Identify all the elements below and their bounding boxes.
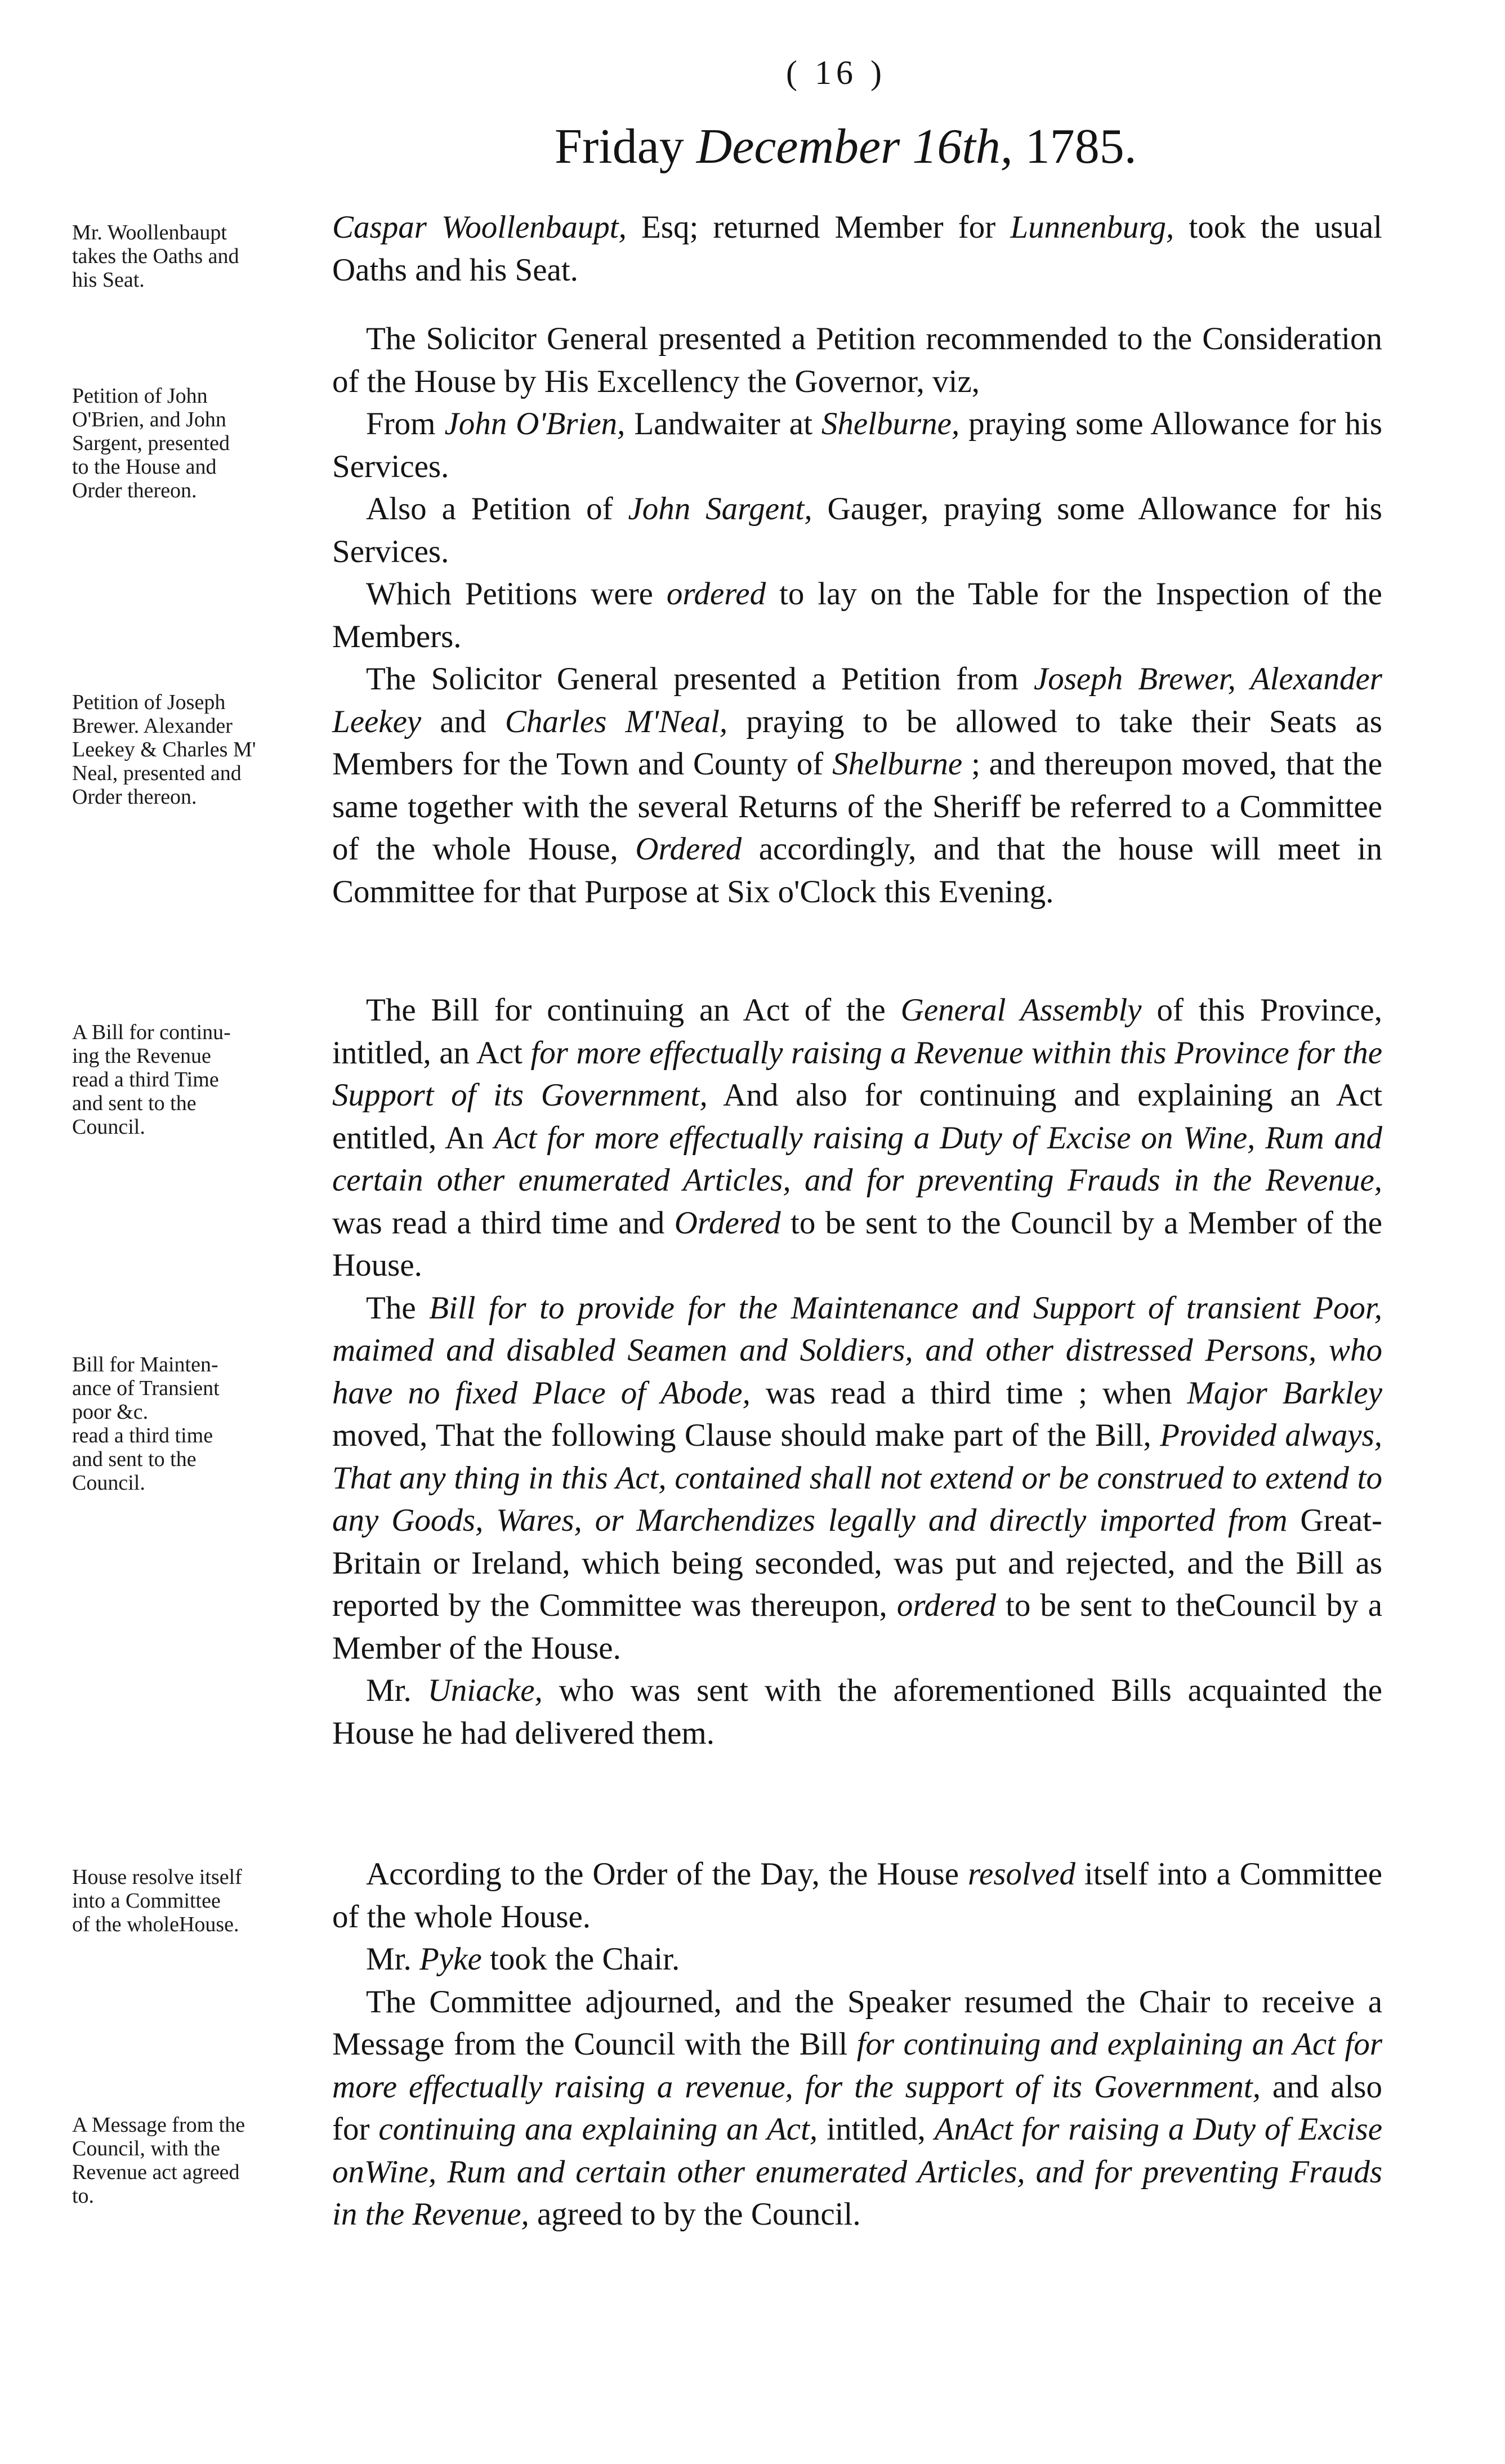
paragraph-petition-presented: [332, 318, 1382, 403]
margin-note-council-message: A Message from the Council, with the Revenue act agreed to.: [72, 2113, 245, 2208]
p7-segment-7: Ordered: [674, 1205, 781, 1241]
p7-segment-8: to be sent to the Council by a Member of the House.: [332, 1205, 1382, 1283]
p12-segment-4: intitled,: [818, 2111, 935, 2147]
p4-segment-0: Also a Petition of: [366, 491, 628, 527]
paragraph-woollenbaupt: [332, 206, 1382, 291]
p3-segment-1: John O'Brien,: [444, 406, 626, 442]
p8-segment-1: Bill for to provide for the Maintenance and Support of transient Poor, maimed and disabled Seamen and Soldiers, and other distressed Persons, who have no fixed Place of Abode,: [332, 1290, 1382, 1411]
p6-segment-3: Charles M'Neal,: [504, 703, 728, 739]
p8-segment-3: Major Barkley: [1187, 1375, 1382, 1411]
p10-segment-0: According to the Order of the Day, the House: [366, 1856, 968, 1892]
p1-segment-0: Caspar Woollenbaupt,: [332, 210, 627, 245]
p6-segment-8: accordingly, and that the house will meet in Committee for that Purpose at Six o'Clock this Evening.: [332, 831, 1382, 910]
p12-segment-2: and also for: [332, 2069, 1382, 2147]
margin-note-brewer-leekey-mneal: Petition of Joseph Brewer. Alexander Leekey & Charles M' Neal, presented and Order thereon.: [72, 690, 256, 809]
p9-segment-2: who was sent with the aforementioned Bills acquainted the House he had delivered them.: [332, 1673, 1383, 1751]
entries-block-4: [332, 1853, 1382, 2236]
margin-note-committee: House resolve itself into a Committee of the wholeHouse.: [72, 1865, 242, 1936]
entries-block-3: [332, 989, 1382, 1754]
p6-segment-0: The Solicitor General presented a Petition from: [366, 661, 1034, 697]
paragraph-transient-poor-bill: [332, 1287, 1382, 1670]
p3-segment-3: Shelburne,: [821, 406, 960, 442]
margin-note-woollenbaupt: Mr. Woollenbaupt takes the Oaths and his Seat.: [72, 221, 239, 292]
p6-segment-6: ; and thereupon moved, that the same together with the several Returns of the Sheriff be referred to a Committee of the whole House,: [332, 746, 1382, 867]
p11-segment-0: Mr.: [366, 1941, 420, 1977]
p8-segment-0: The: [366, 1290, 430, 1326]
p6-segment-4: praying to be allowed to take their Seats as Members for the Town and County of: [332, 703, 1382, 782]
p8-segment-4: moved, That the following Clause should make part of the Bill,: [332, 1418, 1160, 1453]
date-heading: [555, 118, 1137, 175]
paragraph-petitions-ordered: [332, 573, 1382, 658]
date-weekday: Friday: [555, 119, 684, 174]
p4-segment-2: Gauger, praying some Allowance for his Services.: [332, 491, 1382, 569]
p7-segment-3: for more effectually raising a Revenue within this Province for the Support of its Government,: [332, 1035, 1383, 1113]
p8-segment-5: Provided always, That any thing in this Act, contained shall not extend or be construed to extend to any Goods, Wares, or Marchendizes legally and directly imported from: [332, 1418, 1383, 1538]
p7-segment-1: General Assembly: [900, 992, 1142, 1028]
p4-segment-1: John Sargent,: [628, 491, 812, 527]
paragraph-uniacke: [332, 1669, 1382, 1754]
p12-segment-5: AnAct for raising a Duty of Excise onWine, Rum and certain other enumerated Articles, and for preventing Frauds in the Revenue,: [332, 2111, 1383, 2232]
p5-segment-1: ordered: [666, 576, 766, 612]
paragraph-pyke-chair: [332, 1938, 1382, 1981]
page-number: ( 16 ): [786, 54, 886, 91]
entries-block-1: [332, 206, 1382, 291]
p8-segment-6: Great-Britain or Ireland, which being seconded, was put and rejected, and the Bill as reported by the Committee was thereupon,: [332, 1503, 1382, 1623]
p11-segment-2: took the Chair.: [481, 1941, 680, 1977]
p12-segment-1: for continuing and explaining an Act for more effectually raising a revenue, for the support of its Government,: [332, 2026, 1382, 2105]
p5-segment-2: to lay on the Table for the Inspection of the Members.: [332, 576, 1382, 654]
p3-segment-0: From: [366, 406, 445, 442]
p7-segment-0: The Bill for continuing an Act of the: [366, 992, 901, 1028]
p12-segment-6: agreed to by the Council.: [529, 2196, 861, 2232]
p12-segment-3: continuing ana explaining an Act,: [378, 2111, 818, 2147]
p10-segment-2: itself into a Committee of the whole House.: [332, 1856, 1383, 1935]
p6-segment-2: and: [421, 703, 505, 739]
p8-segment-8: to be sent to theCouncil by a Member of the House.: [332, 1588, 1382, 1666]
p1-segment-2: Lunnenburg,: [1010, 210, 1174, 245]
p5-segment-0: Which Petitions were: [366, 576, 667, 612]
p3-segment-2: Landwaiter at: [625, 406, 821, 442]
margin-note-obrien-sargent: Petition of John O'Brien, and John Sargent, presented to the House and Order thereon.: [72, 384, 230, 502]
margin-note-transient-poor-bill: Bill for Mainten- ance of Transient poor &c. read a third time and sent to the Council.: [72, 1353, 220, 1495]
date-year: 1785.: [1025, 119, 1137, 174]
margin-note-revenue-bill: A Bill for continu- ing the Revenue read a third Time and sent to the Council.: [72, 1021, 231, 1139]
p7-segment-5: Act for more effectually raising a Duty of Excise on Wine, Rum and certain other enumerated Articles, and for preventing Frauds in the Revenue,: [332, 1120, 1382, 1198]
paragraph-committee-resolve: [332, 1853, 1382, 1938]
paragraph-brewer-petition: [332, 658, 1382, 913]
paragraph-obrien: [332, 403, 1382, 488]
p6-segment-7: Ordered: [635, 831, 742, 867]
date-month-day: December 16th,: [696, 119, 1013, 174]
p9-segment-1: Uniacke,: [427, 1673, 543, 1708]
p6-segment-5: Shelburne: [832, 746, 963, 782]
p8-segment-7: ordered: [896, 1588, 997, 1623]
p7-segment-4: And also for continuing and explaining an Act entitled, An: [332, 1077, 1382, 1156]
p12-segment-0: The Committee adjourned, and the Speaker resumed the Chair to receive a Message from the Council with the Bill: [332, 1984, 1382, 2062]
p9-segment-0: Mr.: [366, 1673, 428, 1708]
p3-segment-4: praying some Allowance for his Services.: [332, 406, 1383, 484]
paragraph-revenue-bill: [332, 989, 1382, 1287]
p7-segment-6: was read a third time and: [332, 1205, 675, 1241]
p8-segment-2: was read a third time ; when: [750, 1375, 1187, 1411]
p1-segment-3: took the usual Oaths and his Seat.: [332, 210, 1382, 288]
p6-segment-1: Joseph Brewer, Alexander Leekey: [332, 661, 1382, 739]
p2-segment-0: The Solicitor General presented a Petition recommended to the Consideration of the House by His Excellency the Governor, viz,: [332, 321, 1382, 399]
p7-segment-2: of this Province, intitled, an Act: [332, 992, 1382, 1071]
p11-segment-1: Pyke: [419, 1941, 482, 1977]
entries-block-2: [332, 318, 1382, 913]
paragraph-council-message: [332, 1981, 1382, 2236]
paragraph-sargent: [332, 488, 1382, 573]
p1-segment-1: Esq; returned Member for: [626, 210, 1011, 245]
p10-segment-1: resolved: [967, 1856, 1075, 1892]
